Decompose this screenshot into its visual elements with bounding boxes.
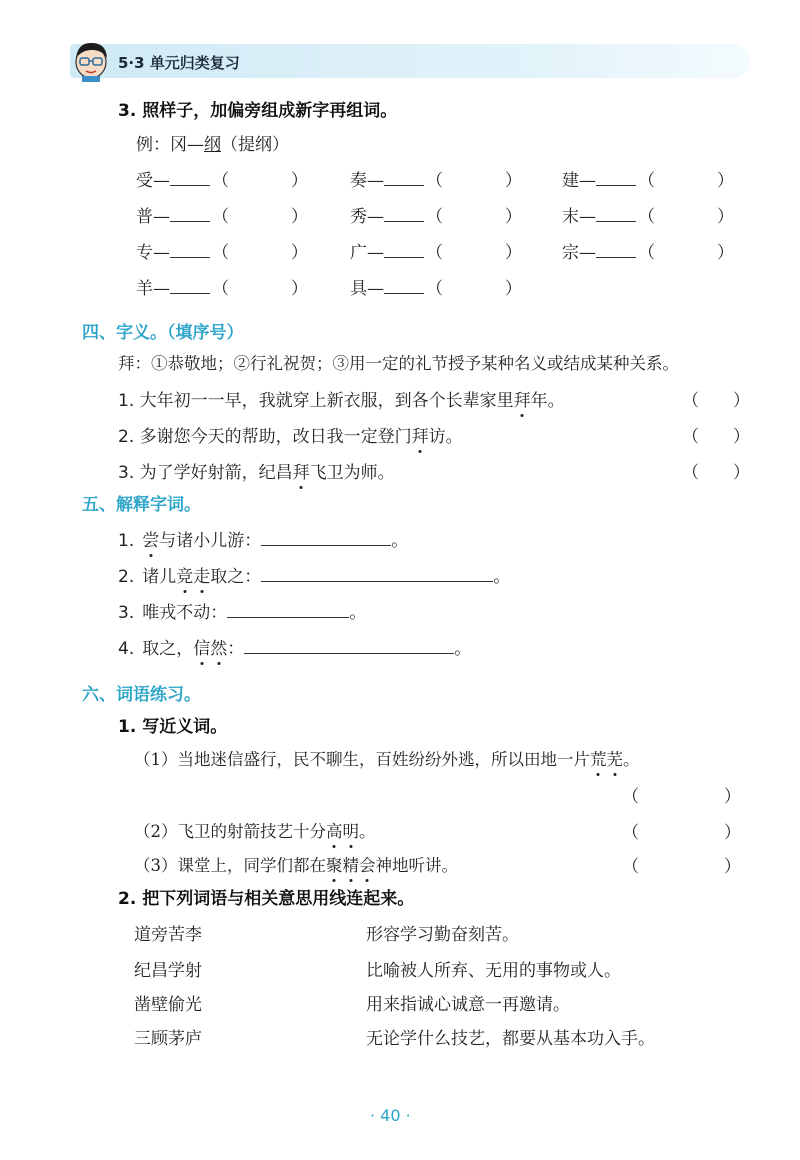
s6-sub1-item bbox=[134, 818, 376, 842]
s5-item-text: 取之， bbox=[142, 639, 194, 659]
s6-sub1-item bbox=[134, 852, 458, 876]
s4-item-dotted: 拜 bbox=[293, 458, 310, 483]
match-right-item[interactable]: 无论学什么技艺，都要从基本功入手。 bbox=[366, 1029, 655, 1049]
q3-item bbox=[350, 274, 522, 299]
q3-paren-close: ） bbox=[505, 207, 522, 227]
s6-sub1-item bbox=[134, 746, 640, 770]
q3-blank[interactable] bbox=[170, 277, 210, 294]
q3-blank[interactable] bbox=[384, 169, 424, 186]
s6-sub1-answer[interactable]: （ ） bbox=[622, 823, 741, 843]
q3-blank[interactable] bbox=[596, 205, 636, 222]
q3-paren-open: （ bbox=[426, 207, 443, 227]
q3-item bbox=[136, 202, 308, 227]
q3-paren-open: （ bbox=[426, 243, 443, 263]
q3-paren-close: ） bbox=[291, 279, 308, 299]
header-title: 5·3 单元归类复习 bbox=[118, 54, 240, 72]
s6-sub1-title: 1. 写近义词。 bbox=[118, 717, 228, 737]
q3-item bbox=[136, 166, 308, 191]
s6-item-dotted: 精 bbox=[343, 852, 360, 876]
s5-item-end: 。 bbox=[493, 567, 511, 587]
s5-item-blank[interactable] bbox=[261, 565, 493, 582]
q3-paren-close: ） bbox=[291, 171, 308, 191]
match-right-item[interactable]: 用来指诚心诚意一再邀请。 bbox=[366, 995, 570, 1015]
match-left-item[interactable]: 道旁苦李 bbox=[134, 925, 202, 945]
q3-blank[interactable] bbox=[384, 277, 424, 294]
s4-item-post: 年。 bbox=[530, 391, 565, 411]
s4-definition: 拜：①恭敬地；②行礼祝贺；③用一定的礼节授予某种名义或结成某种关系。 bbox=[118, 354, 679, 373]
s4-item-dotted: 拜 bbox=[412, 422, 429, 447]
s4-item bbox=[118, 422, 463, 447]
s4-answer[interactable]: （ ） bbox=[682, 391, 750, 411]
match-left-item[interactable]: 纪昌学射 bbox=[134, 961, 202, 981]
s6-item-pre: （3）课堂上，同学们都在 bbox=[134, 856, 326, 875]
q3-paren-close: ） bbox=[291, 243, 308, 263]
q3-blank[interactable] bbox=[596, 241, 636, 258]
s5-item-dotted: 然 bbox=[210, 634, 227, 659]
q3-paren-open: （ bbox=[212, 279, 229, 299]
q3-item bbox=[350, 166, 522, 191]
s4-item-dotted: 拜 bbox=[514, 386, 531, 411]
s5-item bbox=[118, 562, 510, 587]
s5-item-text: 与诸小儿游： bbox=[159, 531, 262, 551]
q3-paren-open: （ bbox=[638, 207, 655, 227]
s5-item-dotted: 信 bbox=[193, 634, 210, 659]
example-word: （提纲） bbox=[221, 135, 289, 155]
s5-item bbox=[118, 634, 471, 659]
q3-item-char: 具— bbox=[350, 279, 384, 299]
s4-item bbox=[118, 458, 395, 483]
match-right-item[interactable]: 比喻被人所弃、无用的事物或人。 bbox=[366, 961, 621, 981]
s4-title: 四、字义。（填序号） bbox=[82, 323, 244, 343]
q3-paren-close: ） bbox=[717, 207, 734, 227]
s5-item-blank[interactable] bbox=[261, 529, 391, 546]
q3-item-char: 受— bbox=[136, 171, 170, 191]
q3-item bbox=[350, 202, 522, 227]
s6-item-dotted: 荒 bbox=[590, 746, 607, 770]
q3-item bbox=[562, 238, 734, 263]
s5-item-text: 诸儿 bbox=[142, 567, 177, 587]
q3-paren-open: （ bbox=[638, 243, 655, 263]
s5-item-end: 。 bbox=[454, 639, 472, 659]
s5-item-end: 。 bbox=[391, 531, 409, 551]
s6-item-dotted: 高 bbox=[326, 818, 343, 842]
s4-answer[interactable]: （ ） bbox=[682, 463, 750, 483]
s6-item-post: 神地听讲。 bbox=[375, 856, 458, 875]
mascot-icon bbox=[68, 38, 114, 86]
s6-item-post: 。 bbox=[623, 750, 640, 769]
q3-paren-open: （ bbox=[212, 207, 229, 227]
s5-item-dotted: 竞 bbox=[176, 562, 193, 587]
s4-item-pre: 2. 多谢您今天的帮助，改日我一定登门 bbox=[118, 427, 412, 447]
q3-item bbox=[562, 166, 734, 191]
q3-blank[interactable] bbox=[170, 241, 210, 258]
q3-paren-open: （ bbox=[426, 279, 443, 299]
q3-item-char: 末— bbox=[562, 207, 596, 227]
q3-item bbox=[136, 238, 308, 263]
s6-item-pre: （1）当地迷信盛行，民不聊生，百姓纷纷外逃，所以田地一片 bbox=[134, 750, 590, 769]
s6-item-dotted: 明 bbox=[343, 818, 360, 842]
q3-item bbox=[562, 202, 734, 227]
q3-item-char: 建— bbox=[562, 171, 596, 191]
q3-paren-close: ） bbox=[717, 243, 734, 263]
q3-example bbox=[136, 130, 289, 155]
q3-blank[interactable] bbox=[170, 205, 210, 222]
s6-title: 六、词语练习。 bbox=[82, 685, 201, 705]
s5-item bbox=[118, 598, 366, 623]
q3-item bbox=[350, 238, 522, 263]
s4-item-pre: 1. 大年初一一早，我就穿上新衣服，到各个长辈家里 bbox=[118, 391, 514, 411]
q3-item-char: 羊— bbox=[136, 279, 170, 299]
s5-item-num: 3. bbox=[118, 603, 135, 623]
s5-item-blank[interactable] bbox=[244, 637, 454, 654]
s5-item-num: 1. bbox=[118, 531, 135, 551]
s6-item-dotted: 聚 bbox=[326, 852, 343, 876]
s6-item-pre: （2）飞卫的射箭技艺十分 bbox=[134, 822, 326, 841]
example-prefix: 例：冈— bbox=[136, 135, 204, 155]
q3-item-char: 秀— bbox=[350, 207, 384, 227]
q3-item bbox=[136, 274, 308, 299]
q3-blank[interactable] bbox=[384, 241, 424, 258]
s5-item-num: 2. bbox=[118, 567, 135, 587]
s6-sub2-title: 2. 把下列词语与相关意思用线连起来。 bbox=[118, 889, 415, 909]
s4-item bbox=[118, 386, 565, 411]
match-right-item[interactable]: 形容学习勤奋刻苦。 bbox=[366, 925, 519, 945]
q3-blank[interactable] bbox=[384, 205, 424, 222]
s6-item-dotted: 会 bbox=[359, 852, 376, 876]
q3-paren-open: （ bbox=[426, 171, 443, 191]
q3-paren-close: ） bbox=[505, 243, 522, 263]
match-left-item[interactable]: 凿壁偷光 bbox=[134, 995, 202, 1015]
s6-item-post: 。 bbox=[359, 822, 376, 841]
q3-paren-close: ） bbox=[505, 171, 522, 191]
q3-item-char: 奏— bbox=[350, 171, 384, 191]
q3-blank[interactable] bbox=[170, 169, 210, 186]
page-number: · 40 · bbox=[370, 1106, 411, 1125]
s6-item-dotted: 芜 bbox=[607, 746, 624, 770]
q3-paren-close: ） bbox=[291, 207, 308, 227]
s4-item-pre: 3. 为了学好射箭，纪昌 bbox=[118, 463, 293, 483]
s5-item-dotted: 走 bbox=[193, 562, 210, 587]
s5-item-dotted: 尝 bbox=[142, 526, 159, 551]
s5-item-blank[interactable] bbox=[227, 601, 349, 618]
q3-title: 3. 照样子，加偏旁组成新字再组词。 bbox=[118, 101, 398, 121]
q3-paren-open: （ bbox=[212, 171, 229, 191]
s4-item-post: 飞卫为师。 bbox=[309, 463, 395, 483]
s4-item-post: 访。 bbox=[428, 427, 463, 447]
s6-sub1-answer[interactable]: （ ） bbox=[622, 787, 741, 807]
q3-item-char: 专— bbox=[136, 243, 170, 263]
s5-item-end: 。 bbox=[349, 603, 367, 623]
q3-paren-close: ） bbox=[505, 279, 522, 299]
example-char: 纲 bbox=[204, 135, 221, 155]
q3-item-char: 宗— bbox=[562, 243, 596, 263]
s4-answer[interactable]: （ ） bbox=[682, 427, 750, 447]
s5-item-num: 4. bbox=[118, 639, 135, 659]
s5-item-text: ： bbox=[227, 639, 245, 659]
s5-item-text: 唯戎不动： bbox=[142, 603, 228, 623]
s6-sub1-answer[interactable]: （ ） bbox=[622, 857, 741, 877]
q3-paren-open: （ bbox=[212, 243, 229, 263]
s5-item-text: 取之： bbox=[210, 567, 262, 587]
q3-item-char: 普— bbox=[136, 207, 170, 227]
s5-item bbox=[118, 526, 408, 551]
match-left-item[interactable]: 三顾茅庐 bbox=[134, 1029, 202, 1049]
s5-title: 五、解释字词。 bbox=[82, 495, 201, 515]
q3-item-char: 广— bbox=[350, 243, 384, 263]
q3-blank[interactable] bbox=[596, 169, 636, 186]
q3-paren-open: （ bbox=[638, 171, 655, 191]
q3-paren-close: ） bbox=[717, 171, 734, 191]
